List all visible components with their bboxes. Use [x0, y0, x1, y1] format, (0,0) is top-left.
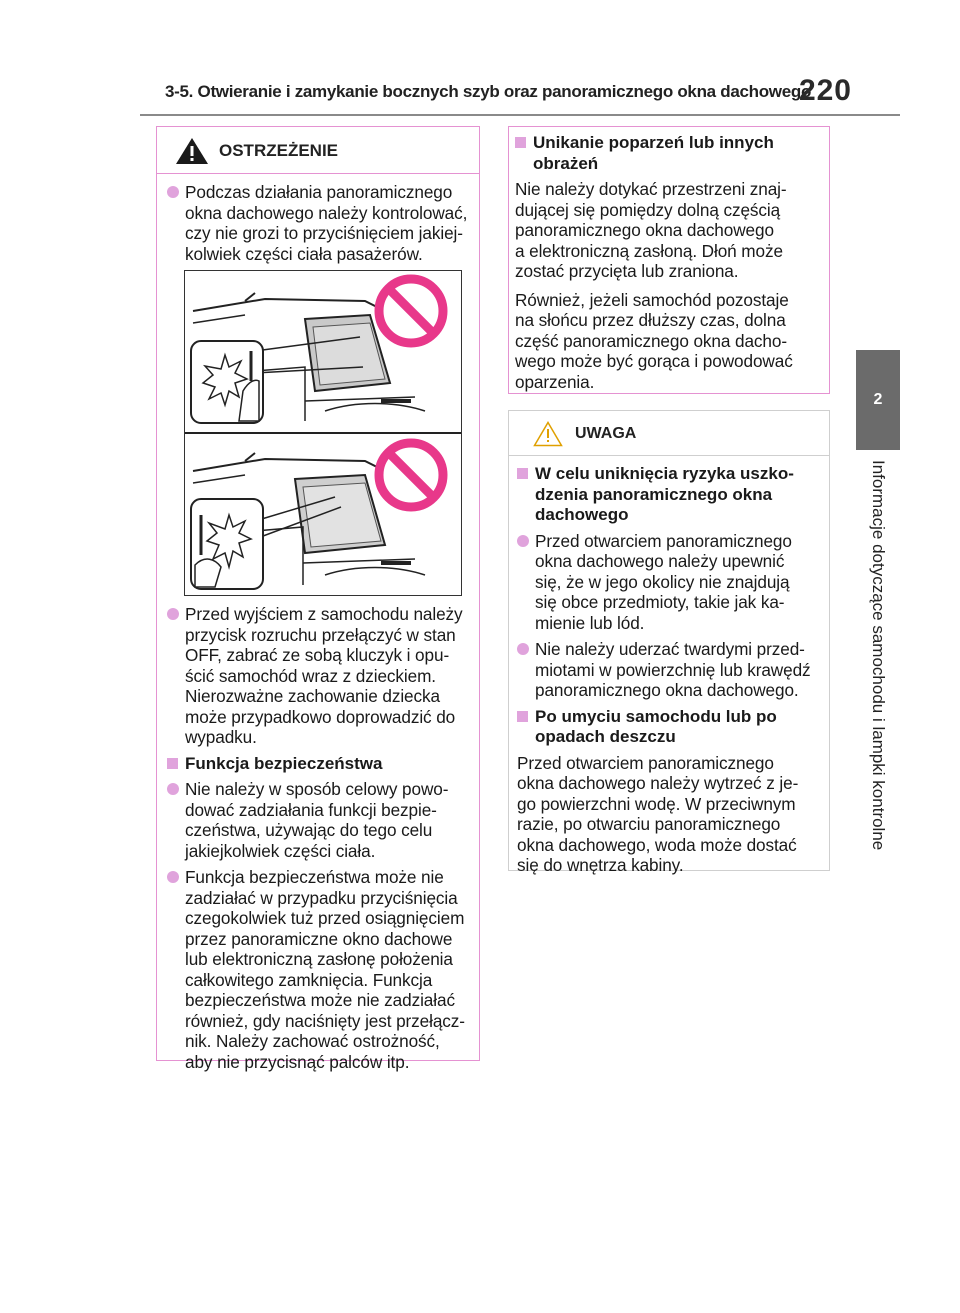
sunroof-pinch-hand-icon [185, 271, 461, 431]
warning-bullet-2: Przed wyjściem z samochodu należy przycisk rozruchu przełączyć w stan OFF, zabrać ze sobą kluczyk i opu- ścić samochód wraz z dzieckiem. Nierozważne zachowanie dziecka może przypadkowo doprowadzić do wypadku. [167, 604, 473, 748]
warning-bullet-3: Nie należy w sposób celowy powo- dować zadziałania funkcji bezpie- czeństwa, używając do tego celu jakiejkolwiek części ciała. [167, 779, 473, 861]
page-header [140, 74, 860, 114]
illustration-divider [185, 432, 461, 434]
burn-heading: Unikanie poparzeń lub innych obrażeń [515, 133, 823, 174]
bullet-dot-icon [517, 643, 529, 655]
burn-warning-body [509, 127, 829, 392]
notice-heading-2: Po umyciu samochodu lub po opadach deszczu [517, 707, 823, 748]
chapter-tab: 2 [856, 350, 900, 450]
notice-header [509, 411, 829, 456]
notice-box [508, 410, 830, 875]
square-bullet-icon [517, 468, 528, 479]
bullet-dot-icon [167, 783, 179, 795]
warning-box [156, 126, 480, 1072]
chapter-title: Informacje dotyczące samochodu i lampki kontrolne [869, 460, 888, 851]
square-bullet-icon [515, 137, 526, 148]
burn-warning-box [508, 126, 830, 394]
safety-function-heading: Funkcja bezpieczeństwa [167, 754, 473, 775]
sunroof-pinch-hand-icon-2 [185, 435, 461, 595]
bullet-dot-icon [517, 535, 529, 547]
notice-bullet-1: Przed otwarciem panoramicznego okna dachowego należy upewnić się, że w jego okolicy nie znajdują się obce przedmioty, takie jak ka- mienie lub lód. [517, 531, 823, 634]
page-number: 220 [798, 74, 852, 107]
notice-bullet-2: Nie należy uderzać twardymi przed- miotami w powierzchnię lub krawędź panoramicznego okna dachowego. [517, 639, 823, 701]
warning-title: OSTRZEŻENIE [219, 141, 339, 160]
square-bullet-icon [517, 711, 528, 722]
bullet-dot-icon [167, 608, 179, 620]
notice-title: UWAGA [575, 425, 637, 442]
warning-body [157, 174, 479, 1072]
notice-heading-1: W celu uniknięcia ryzyka uszko- dzenia panoramicznego okna dachowego [517, 464, 823, 526]
square-bullet-icon [167, 758, 178, 769]
warning-bullet-1: Podczas działania panoramicznego okna dachowego należy kontrolować, czy nie grozi to przyciśnięciem jakiej- kolwiek części ciała pasażerów. [167, 182, 473, 264]
notice-body [509, 456, 829, 876]
burn-paragraph-1: Nie należy dotykać przestrzeni znaj- dującej się pomiędzy dolną częścią panoramicznego okna dachowego a elektroniczną zasłoną. Dłoń może zostać przycięta lub zraniona. [515, 179, 787, 281]
sunroof-illustration [184, 270, 462, 596]
header-rule [140, 114, 900, 116]
caution-triangle-icon [533, 421, 563, 447]
warning-triangle-icon [175, 137, 209, 165]
warning-header [157, 127, 479, 174]
bullet-dot-icon [167, 186, 179, 198]
bullet-dot-icon [167, 871, 179, 883]
warning-bullet-4: Funkcja bezpieczeństwa może nie zadziałać w przypadku przyciśnięcia czegokolwiek tuż przed osiągnięciem przez panoramiczne okno dachowe lub elektroniczną zasłonę położenia całkowitego zamknięcia. Funkcja bezpieczeństwa może nie zadziałać również, gdy naciśnięty jest przełącz- nik. Należy zachować ostrożność, aby nie przycisnąć palców itp. [167, 867, 473, 1072]
burn-paragraph-2: Również, jeżeli samochód pozostaje na słońcu przez dłuższy czas, dolna część panoramicznego okna dacho- wego może być gorąca i powodować oparzenia. [515, 289, 793, 392]
notice-paragraph: Przed otwarciem panoramicznego okna dachowego należy wytrzeć z je- go powierzchni wodę. W przeciwnym razie, po otwarciu panoramicznego okna dachowego, woda może dostać się do wnętrza kabiny. [517, 752, 799, 875]
header-title: 3-5. Otwieranie i zamykanie bocznych szyb oraz panoramicznego okna dachowego [165, 82, 812, 101]
